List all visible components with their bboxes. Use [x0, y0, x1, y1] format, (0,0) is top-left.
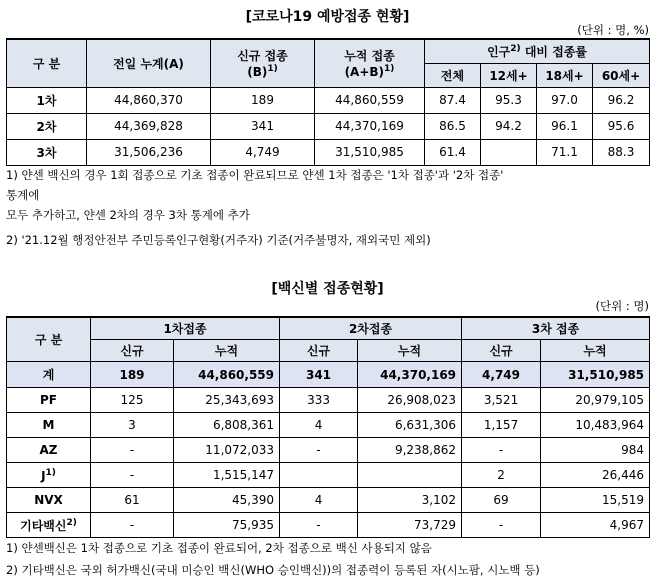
- dose1-cum-cell: 11,072,033: [174, 438, 280, 463]
- row-label: PF: [7, 388, 91, 413]
- new-cell: 189: [211, 87, 315, 113]
- rate-12-cell: 95.3: [481, 87, 537, 113]
- header-gubun: 구 분: [7, 317, 91, 362]
- rate-all-cell: 61.4: [425, 139, 481, 165]
- dose2-cum-cell: 6,631,306: [358, 413, 462, 438]
- header-gubun: 구 분: [7, 39, 87, 87]
- row-label: 계: [7, 362, 91, 388]
- dose2-cum-cell: 3,102: [358, 488, 462, 513]
- dose2-cum-cell: 44,370,169: [358, 362, 462, 388]
- dose3-cum-cell: 10,483,964: [541, 413, 650, 438]
- table-row-total: [7, 362, 650, 388]
- prev-total-cell: 31,506,236: [87, 139, 211, 165]
- unit-label-2: (단위 : 명): [595, 299, 649, 313]
- dose1-new-cell: 189: [91, 362, 174, 388]
- footnote-1-cont2: 모두 추가하고, 얀센 2차의 경우 3차 통계에 추가: [6, 208, 250, 222]
- vaccination-status-title: [코로나19 예방접종 현황]: [245, 9, 410, 25]
- header-cumulative: 누적: [358, 340, 462, 362]
- dose1-cum-cell: 1,515,147: [174, 463, 280, 488]
- dose1-cum-cell: 45,390: [174, 488, 280, 513]
- cumulative-cell: 31,510,985: [315, 139, 425, 165]
- dose1-new-cell: 3: [91, 413, 174, 438]
- rate-18-cell: 97.0: [537, 87, 593, 113]
- rate-60-cell: 96.2: [593, 87, 650, 113]
- new-cell: 4,749: [211, 139, 315, 165]
- footnote-2: 2) '21.12월 행정안전부 주민등록인구현황(거주자) 기준(거주불명자, 재외국민 제외): [6, 233, 431, 247]
- dose3-new-cell: -: [462, 438, 541, 463]
- dose3-cum-cell: 26,446: [541, 463, 650, 488]
- vaccine-status-title: [백신별 접종현황]: [271, 281, 384, 297]
- table-row: [7, 488, 650, 513]
- header-dose-1: 1차접종: [91, 317, 280, 340]
- header-new: 신규 접종 $(B)^{1)}$: [211, 39, 315, 87]
- header-new: 신규: [91, 340, 174, 362]
- rate-60-cell: 95.6: [593, 113, 650, 139]
- header-cumulative: 누적 접종 $(A+B)^{1)}$: [315, 39, 425, 87]
- table-row: [7, 463, 650, 488]
- header-12plus: 12세+: [481, 63, 537, 87]
- table-row: [7, 413, 650, 438]
- header-dose-3: 3차 접종: [462, 317, 650, 340]
- header-prev-total: 전일 누계(A): [87, 39, 211, 87]
- table-row: [7, 87, 650, 113]
- row-label: NVX: [7, 488, 91, 513]
- row-label: M: [7, 413, 91, 438]
- dose3-new-cell: 69: [462, 488, 541, 513]
- dose3-new-cell: 3,521: [462, 388, 541, 413]
- rate-all-cell: 86.5: [425, 113, 481, 139]
- dose1-new-cell: 125: [91, 388, 174, 413]
- header-18plus: 18세+: [537, 63, 593, 87]
- header-dose-2: 2차접종: [280, 317, 462, 340]
- dose3-new-cell: -: [462, 513, 541, 538]
- cumulative-cell: 44,370,169: [315, 113, 425, 139]
- dose1-new-cell: -: [91, 513, 174, 538]
- dose3-cum-cell: 20,979,105: [541, 388, 650, 413]
- unit-label-1: (단위 : 명, %): [577, 23, 649, 37]
- row-label: 3차: [7, 139, 87, 165]
- footnote-1: 1) 얀센 백신의 경우 1회 접종으로 기초 접종이 완료되므로 얀센 1차 접종은 '1차 접종'과 '2차 접종': [6, 168, 504, 182]
- row-label: AZ: [7, 438, 91, 463]
- dose2-new-cell: 4: [280, 413, 358, 438]
- table-row: [7, 438, 650, 463]
- header-rate: 인구$^{2)}$ 대비 접종률: [425, 39, 650, 63]
- header-new: 신규: [280, 340, 358, 362]
- dose1-cum-cell: 25,343,693: [174, 388, 280, 413]
- dose2-new-cell: 333: [280, 388, 358, 413]
- dose1-cum-cell: 75,935: [174, 513, 280, 538]
- prev-total-cell: 44,369,828: [87, 113, 211, 139]
- prev-total-cell: 44,860,370: [87, 87, 211, 113]
- dose3-cum-cell: 31,510,985: [541, 362, 650, 388]
- dose1-cum-cell: 44,860,559: [174, 362, 280, 388]
- row-label: 1차: [7, 87, 87, 113]
- footnote-1: 1) 얀센백신은 1차 접종으로 기초 접종이 완료되어, 2차 접종으로 백신 사용되지 않음: [6, 541, 432, 555]
- row-label: $J^{1)}$: [7, 463, 91, 488]
- header-all: 전체: [425, 63, 481, 87]
- rate-18-cell: 96.1: [537, 113, 593, 139]
- dose2-cum-cell: [358, 463, 462, 488]
- dose1-new-cell: -: [91, 438, 174, 463]
- row-label: 기타백신$^{2)}$: [7, 513, 91, 538]
- new-cell: 341: [211, 113, 315, 139]
- dose1-new-cell: -: [91, 463, 174, 488]
- dose2-cum-cell: 9,238,862: [358, 438, 462, 463]
- vaccination-status-table: [6, 38, 650, 166]
- vaccine-status-table: [6, 316, 650, 538]
- rate-12-cell: 94.2: [481, 113, 537, 139]
- dose2-new-cell: 4: [280, 488, 358, 513]
- dose2-new-cell: -: [280, 513, 358, 538]
- dose3-new-cell: 4,749: [462, 362, 541, 388]
- dose1-new-cell: 61: [91, 488, 174, 513]
- dose3-new-cell: 1,157: [462, 413, 541, 438]
- table-row: [7, 139, 650, 165]
- rate-all-cell: 87.4: [425, 87, 481, 113]
- dose2-new-cell: [280, 463, 358, 488]
- header-new: 신규: [462, 340, 541, 362]
- dose3-cum-cell: 4,967: [541, 513, 650, 538]
- rate-12-cell: [481, 139, 537, 165]
- table-row: [7, 113, 650, 139]
- dose3-cum-cell: 15,519: [541, 488, 650, 513]
- rate-18-cell: 71.1: [537, 139, 593, 165]
- dose2-cum-cell: 26,908,023: [358, 388, 462, 413]
- dose2-cum-cell: 73,729: [358, 513, 462, 538]
- dose3-cum-cell: 984: [541, 438, 650, 463]
- rate-60-cell: 88.3: [593, 139, 650, 165]
- header-60plus: 60세+: [593, 63, 650, 87]
- footnote-2: 2) 기타백신은 국외 허가백신(국내 미승인 백신(WHO 승인백신))의 접종력이 등록된 자(시노팜, 시노백 등): [6, 563, 540, 577]
- header-cumulative: 누적: [174, 340, 280, 362]
- table-row: [7, 513, 650, 538]
- row-label: 2차: [7, 113, 87, 139]
- dose1-cum-cell: 6,808,361: [174, 413, 280, 438]
- header-cumulative: 누적: [541, 340, 650, 362]
- dose2-new-cell: -: [280, 438, 358, 463]
- table-row: [7, 388, 650, 413]
- dose3-new-cell: 2: [462, 463, 541, 488]
- footnote-1-cont: 통계에: [6, 188, 40, 202]
- dose2-new-cell: 341: [280, 362, 358, 388]
- cumulative-cell: 44,860,559: [315, 87, 425, 113]
